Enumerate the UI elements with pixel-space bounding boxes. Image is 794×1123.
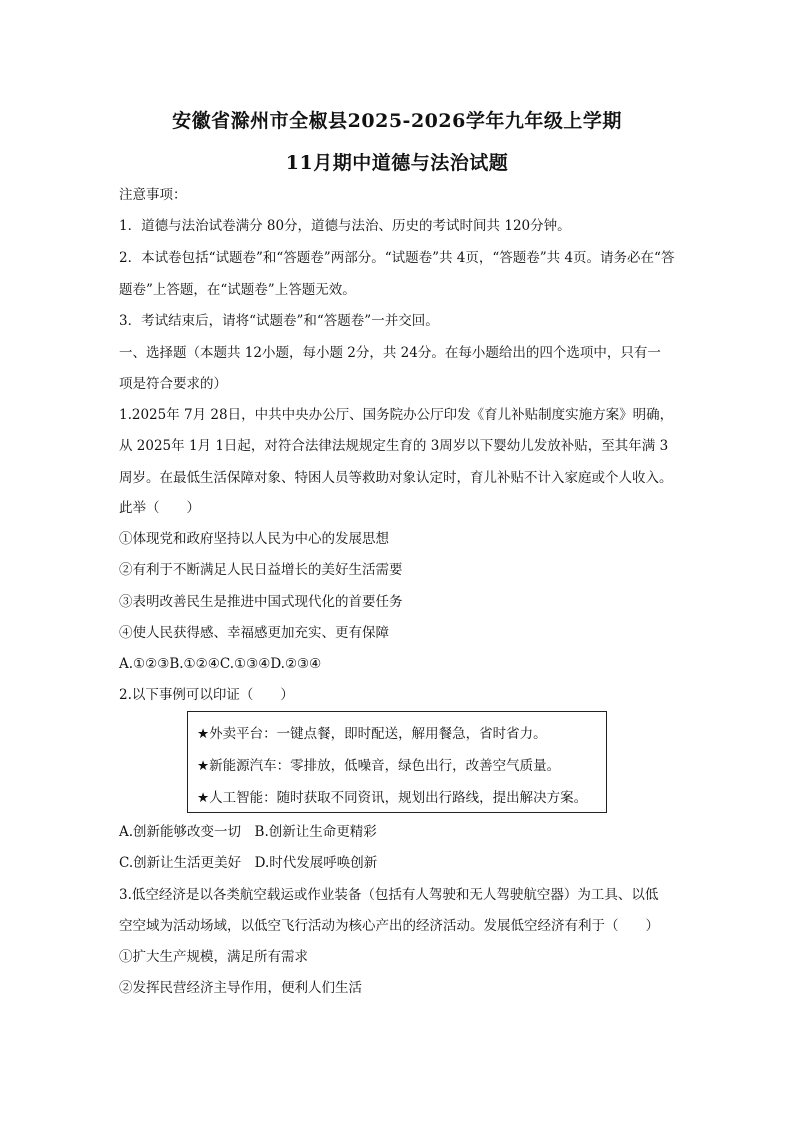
question-2-stem: 2.以下事例可以印证（ ）	[119, 687, 294, 703]
example-item: ★新能源汽车：零排放，低噪音，绿色出行，改善空气质量。	[197, 758, 561, 774]
notice-item: 题卷”上答题，在“试题卷”上答题无效。	[119, 282, 356, 298]
notice-item: 3．考试结束后，请将“试题卷”和“答题卷”一并交回。	[119, 313, 439, 329]
notice-item: 1．道德与法治试卷满分 80分，道德与法治、历史的考试时间共 120分钟。	[119, 218, 571, 234]
exam-title-line2: 11月期中道德与法治试题	[285, 152, 509, 174]
question-3-option: ①扩大生产规模，满足所有需求	[119, 949, 308, 965]
notice-item: 2．本试卷包括“试题卷”和“答题卷”两部分。“试题卷”共 4页，“答题卷”共 4页。请务必在“答	[119, 250, 675, 266]
question-2-choices: A.创新能够改变一切 B.创新让生命更精彩	[119, 824, 377, 840]
exam-title-line1: 安徽省滁州市全椒县2025-2026学年九年级上学期	[172, 110, 622, 132]
question-1-stem: 此举（ ）	[119, 500, 200, 516]
question-1-stem: 周岁。在最低生活保障对象、特困人员等救助对象认定时，育儿补贴不计入家庭或个人收入。	[119, 470, 673, 486]
question-2-example-box	[187, 711, 607, 813]
example-item: ★外卖平台：一键点餐，即时配送，解用餐急，省时省力。	[197, 726, 547, 742]
question-1-stem: 1.2025年 7月 28日，中共中央办公厅、国务院办公厅印发《育儿补贴制度实施方案》明确，	[119, 407, 674, 423]
question-3-stem: 3.低空经济是以各类航空载运或作业装备（包括有人驾驶和无人驾驶航空器）为工具、以低	[119, 887, 659, 903]
question-1-option: ①体现党和政府坚持以人民为中心的发展思想	[119, 531, 389, 547]
section-heading: 一、选择题（本题共 12小题，每小题 2分，共 24分。在每小题给出的四个选项中，只有一	[119, 345, 661, 361]
question-1-option: ②有利于不断满足人民日益增长的美好生活需要	[119, 562, 403, 578]
question-3-stem: 空空域为活动场域，以低空飞行活动为核心产出的经济活动。发展低空经济有利于（ ）	[119, 918, 659, 934]
question-1-option: ④使人民获得感、幸福感更加充实、更有保障	[119, 625, 389, 641]
question-1-stem: 从 2025年 1月 1日起，对符合法律法规规定生育的 3周岁以下婴幼儿发放补贴，至其年满 3	[119, 438, 669, 454]
question-1-option: ③表明改善民生是推进中国式现代化的首要任务	[119, 594, 403, 610]
question-2-choices: C.创新让生活更美好 D.时代发展呼唤创新	[119, 855, 378, 871]
notice-heading: 注意事项：	[119, 187, 187, 203]
example-item: ★人工智能：随时获取不同资讯，规划出行路线，提出解决方案。	[197, 790, 588, 806]
question-3-option: ②发挥民营经济主导作用，便利人们生活	[119, 980, 362, 996]
section-heading-cont: 项是符合要求的）	[119, 376, 227, 392]
question-1-choices: A.①②③B.①②④C.①③④D.②③④	[119, 656, 322, 672]
